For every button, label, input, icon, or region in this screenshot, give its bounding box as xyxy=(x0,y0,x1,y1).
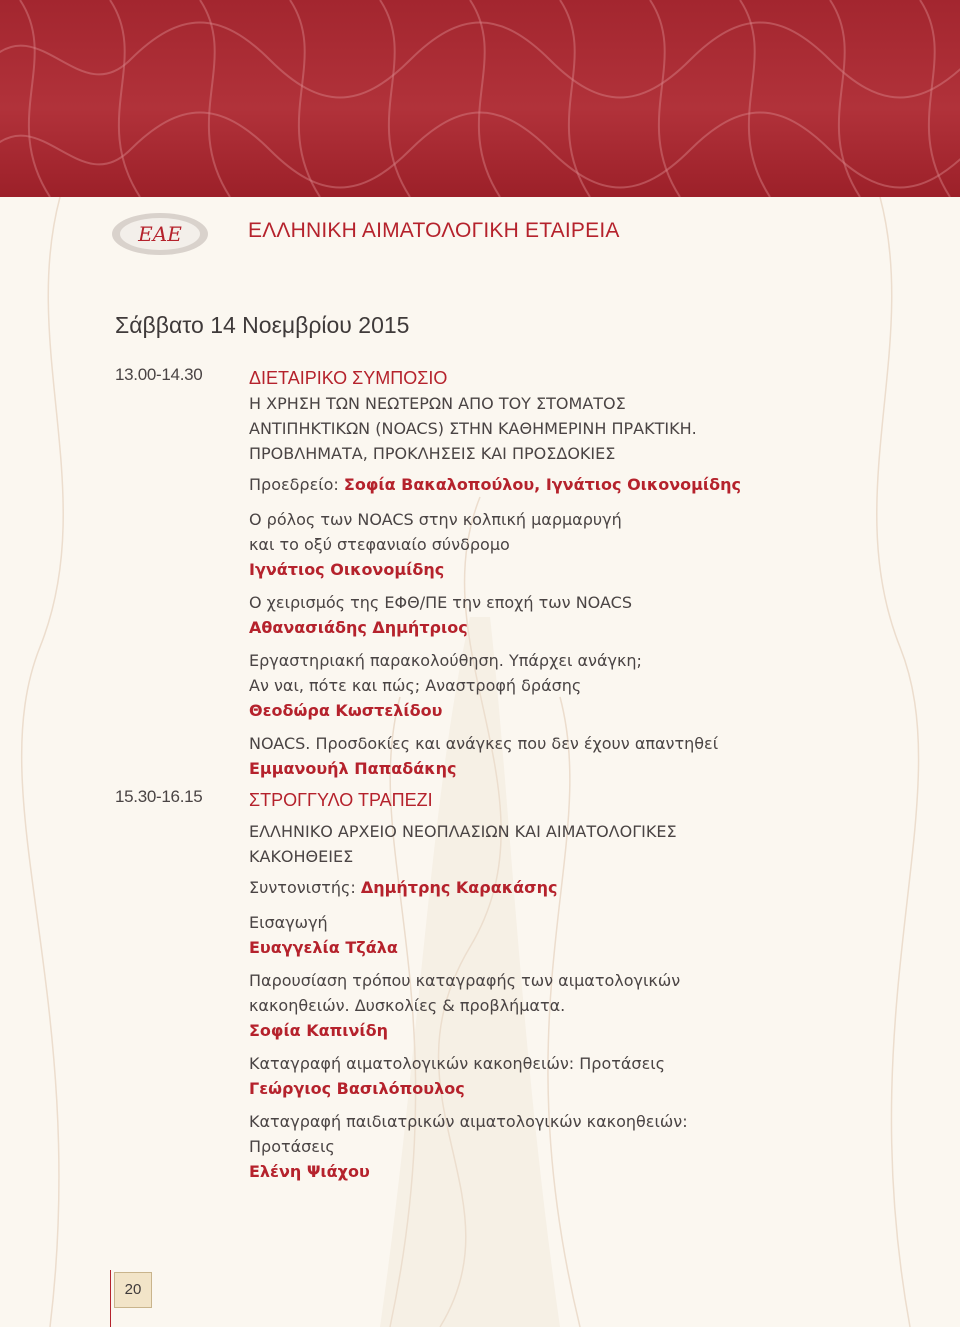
talk-speaker: Ιγνάτιος Οικονομίδης xyxy=(249,560,445,579)
talk-title-line: Ο ρόλος των NOACS στην κολπική μαρμαρυγή xyxy=(249,510,622,529)
page-number-rule xyxy=(110,1270,111,1327)
talk xyxy=(249,968,835,1043)
chair-names: Δημήτρης Καρακάσης xyxy=(360,878,558,897)
talk-speaker: Ευαγγελία Τζάλα xyxy=(249,938,398,957)
talk xyxy=(249,507,835,582)
session-title: ΣΤΡΟΓΓΥΛΟ ΤΡΑΠΕΖΙ xyxy=(249,790,433,810)
session-chairs xyxy=(249,472,835,497)
talk-title-line: Εισαγωγή xyxy=(249,913,328,932)
talk xyxy=(249,1109,835,1184)
talk-title-line: κακοηθειών. Δυσκολίες & προβλήματα. xyxy=(249,996,566,1015)
talk-speaker: Αθανασιάδης Δημήτριος xyxy=(249,618,468,637)
program-content xyxy=(115,365,835,1184)
society-name: ΕΛΛΗΝΙΚΗ ΑΙΜΑΤΟΛΟΓΙΚΗ ΕΤΑΙΡΕΙΑ xyxy=(248,219,620,242)
talk-speaker: Θεοδώρα Κωστελίδου xyxy=(249,701,443,720)
session-subtitle-line: ΑΝΤΙΠΗΚΤΙΚΩΝ (NOACS) ΣΤΗΝ ΚΑΘΗΜΕΡΙΝΗ ΠΡΑΚΤΙΚΗ. xyxy=(249,419,697,438)
society-header xyxy=(100,202,920,262)
talk xyxy=(249,910,835,960)
talk-title-line: Εργαστηριακή παρακολούθηση. Υπάρχει ανάγκη; xyxy=(249,651,642,670)
session-subtitle-line: Η ΧΡΗΣΗ ΤΩΝ ΝΕΩΤΕΡΩΝ ΑΠΟ ΤΟΥ ΣΤΟΜΑΤΟΣ xyxy=(249,394,626,413)
talk-title-line: και το οξύ στεφανιαίο σύνδρομο xyxy=(249,535,510,554)
talk xyxy=(249,590,835,640)
session-title: ΔΙΕΤΑΙΡΙΚΟ ΣΥΜΠΟΣΙΟ xyxy=(249,368,448,388)
session-subtitle-line: ΠΡΟΒΛΗΜΑΤΑ, ΠΡΟΚΛΗΣΕΙΣ ΚΑΙ ΠΡΟΣΔΟΚΙΕΣ xyxy=(249,444,616,463)
svg-text:ΕΑΕ: ΕΑΕ xyxy=(138,222,182,246)
talk-title-line: Καταγραφή αιματολογικών κακοηθειών: Προτάσεις xyxy=(249,1054,666,1073)
talk-title-line: Παρουσίαση τρόπου καταγραφής των αιματολογικών xyxy=(249,971,681,990)
talk-speaker: Εμμανουήλ Παπαδάκης xyxy=(249,759,457,778)
talk-title-line: Καταγραφή παιδιατρικών αιματολογικών κακοηθειών: xyxy=(249,1112,688,1131)
chair-label: Συντονιστής: xyxy=(249,878,361,897)
talk xyxy=(249,1051,835,1101)
banner-swirl-pattern xyxy=(0,0,960,197)
session xyxy=(115,365,835,781)
session-time: 13.00-14.30 xyxy=(115,365,203,384)
talk xyxy=(249,648,835,723)
talk-speaker: Σοφία Καπινίδη xyxy=(249,1021,389,1040)
session xyxy=(115,787,835,1184)
session-chairs xyxy=(249,875,835,900)
talk-speaker: Γεώργιος Βασιλόπουλος xyxy=(249,1079,465,1098)
day-title: Σάββατο 14 Νοεμβρίου 2015 xyxy=(115,312,410,338)
chair-names: Σοφία Βακαλοπούλου, Ιγνάτιος Οικονομίδης xyxy=(343,475,742,494)
chair-label: Προεδρείο: xyxy=(249,475,344,494)
talk-title-line: Ο χειρισμός της ΕΦΘ/ΠΕ την εποχή των NOACS xyxy=(249,593,632,612)
page-number: 20 xyxy=(114,1272,152,1308)
talk-title-line: Προτάσεις xyxy=(249,1137,335,1156)
talk-title-line: NOACS. Προσδοκίες και ανάγκες που δεν έχουν απαντηθεί xyxy=(249,734,719,753)
talk-title-line: Αν ναι, πότε και πώς; Αναστροφή δράσης xyxy=(249,676,582,695)
decorative-banner xyxy=(0,0,960,197)
session-subtitle-line: ΕΛΛΗΝΙΚΟ ΑΡΧΕΙΟ ΝΕΟΠΛΑΣΙΩΝ ΚΑΙ ΑΙΜΑΤΟΛΟΓΙΚΕΣ xyxy=(249,822,677,841)
talk-speaker: Ελένη Ψιάχου xyxy=(249,1162,370,1181)
society-logo-icon xyxy=(110,210,210,258)
session-time: 15.30-16.15 xyxy=(115,787,203,806)
session-subtitle-line: ΚΑΚΟΗΘΕΙΕΣ xyxy=(249,847,354,866)
talk xyxy=(249,731,835,781)
